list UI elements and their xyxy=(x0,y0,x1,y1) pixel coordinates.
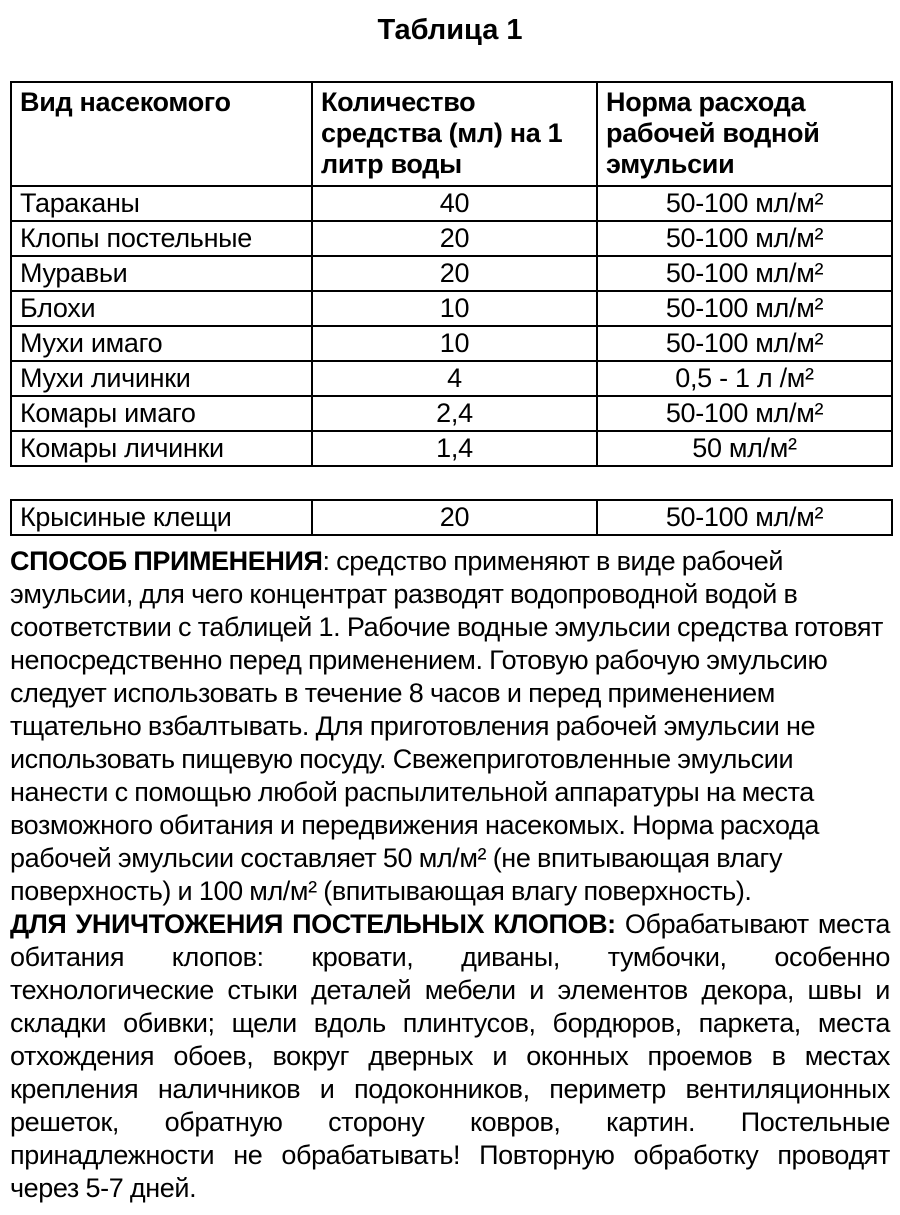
rate-cell: 50-100 мл/м² xyxy=(597,186,892,221)
usage-paragraph-lead: СПОСОБ ПРИМЕНЕНИЯ xyxy=(10,546,323,576)
instructions-text xyxy=(10,545,890,1205)
table-row xyxy=(11,396,892,431)
insect-name-cell: Крысиные клещи xyxy=(11,500,312,535)
insect-name-cell: Блохи xyxy=(11,291,312,326)
table-title: Таблица 1 xyxy=(377,14,523,46)
insect-name-cell: Мухи имаго xyxy=(11,326,312,361)
amount-cell: 20 xyxy=(312,256,597,291)
table-row xyxy=(11,431,892,466)
rat-mites-table xyxy=(10,499,893,536)
rate-cell: 50-100 мл/м² xyxy=(597,500,892,535)
amount-cell: 1,4 xyxy=(312,431,597,466)
rate-cell: 50-100 мл/м² xyxy=(597,221,892,256)
col-header-amount: Количество средства (мл) на 1 литр воды xyxy=(312,82,597,186)
insect-name-cell: Мухи личинки xyxy=(11,361,312,396)
table-row xyxy=(11,326,892,361)
bedbugs-paragraph-lead: ДЛЯ УНИЧТОЖЕНИЯ ПОСТЕЛЬНЫХ КЛОПОВ: xyxy=(10,909,616,939)
col-header-insect-type: Вид насекомого xyxy=(11,82,312,186)
table-row xyxy=(11,221,892,256)
table-header-row xyxy=(11,82,892,186)
amount-cell: 4 xyxy=(312,361,597,396)
amount-cell: 40 xyxy=(312,186,597,221)
rate-cell: 50-100 мл/м² xyxy=(597,291,892,326)
bedbugs-paragraph xyxy=(10,908,890,1205)
table-row xyxy=(11,256,892,291)
insect-name-cell: Клопы постельные xyxy=(11,221,312,256)
insect-name-cell: Муравьи xyxy=(11,256,312,291)
table-row xyxy=(11,291,892,326)
rate-cell: 50 мл/м² xyxy=(597,431,892,466)
insect-name-cell: Тараканы xyxy=(11,186,312,221)
table-row xyxy=(11,186,892,221)
amount-cell: 10 xyxy=(312,326,597,361)
table-row xyxy=(11,500,892,535)
amount-cell: 2,4 xyxy=(312,396,597,431)
rate-cell: 50-100 мл/м² xyxy=(597,326,892,361)
rate-cell: 50-100 мл/м² xyxy=(597,256,892,291)
insect-name-cell: Комары личинки xyxy=(11,431,312,466)
col-header-consumption-rate: Норма расхода рабочей водной эмульсии xyxy=(597,82,892,186)
bedbugs-paragraph-body: Обрабатывают места обитания клопов: кровати, диваны, тумбочки, особенно технологические стыки деталей мебели и элементов декора, швы и складки обивки; щели вдоль плинтусов, бордюров, паркета, места отхождения обоев, вокруг дверных и оконных проемов в местах крепления наличников и подоконников, периметр вентиляционных решеток, обратную сторону ковров, картин. Постельные принадлежности не обрабатывать! Повторную обработку проводят через 5-7 дней. xyxy=(10,909,891,1203)
rate-cell: 0,5 - 1 л /м² xyxy=(597,361,892,396)
amount-cell: 20 xyxy=(312,500,597,535)
amount-cell: 10 xyxy=(312,291,597,326)
usage-paragraph-body: : средство применяют в виде рабочей эмульсии, для чего концентрат разводят водопроводной водой в соответствии с таблицей 1. Рабочие водные эмульсии средства готовят непосредственно перед применением. Готовую рабочую эмульсию следует использовать в течение 8 часов и перед применением тщательно взбалтывать. Для приготовления рабочей эмульсии не использовать пищевую посуду. Свежеприготовленные эмульсии нанести с помощью любой распылительной аппаратуры на места возможного обитания и передвижения насекомых. Норма расхода рабочей эмульсии составляет 50 мл/м² (не впитывающая влагу поверхность) и 100 мл/м² (впитывающая влагу поверхность). xyxy=(10,546,884,906)
rate-cell: 50-100 мл/м² xyxy=(597,396,892,431)
usage-paragraph xyxy=(10,545,890,908)
table-row xyxy=(11,361,892,396)
dosage-table xyxy=(10,81,893,467)
amount-cell: 20 xyxy=(312,221,597,256)
insect-name-cell: Комары имаго xyxy=(11,396,312,431)
